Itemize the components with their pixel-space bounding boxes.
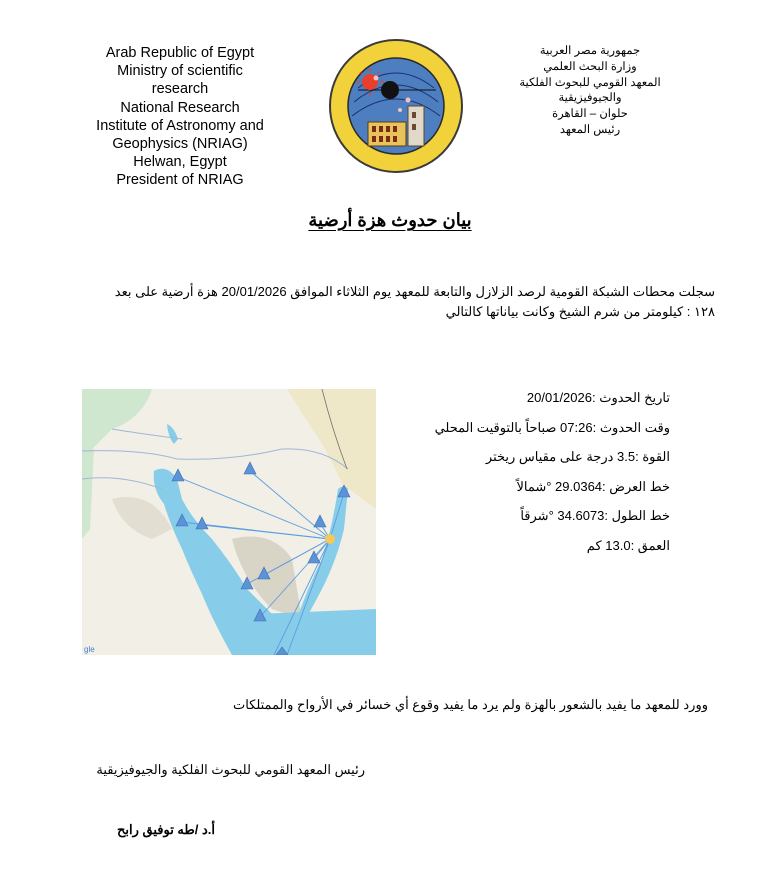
letterhead-line: Arab Republic of Egypt — [105, 45, 255, 61]
epicenter-marker — [325, 534, 335, 544]
letterhead-line: جمهورية مصر العربية — [539, 45, 641, 57]
map-attribution: gle — [84, 645, 95, 654]
letterhead-line: حلوان – القاهرة — [552, 108, 628, 121]
arabic-letterhead — [500, 44, 680, 139]
letterhead-line: رئيس المعهد — [559, 123, 621, 136]
damage-note: وورد للمعهد ما يفيد بالشعور بالهزة ولم يرد ما يفيد وقوع أي خسائر في الأرواح والممتلكات — [232, 697, 708, 712]
seismic-station-map — [82, 389, 376, 655]
letterhead-line: President of NRIAG — [116, 172, 244, 189]
intro-paragraph — [95, 282, 715, 322]
detail-date: تاريخ الحدوث :20/01/2026 — [526, 390, 670, 405]
letterhead-line: Helwan, Egypt — [133, 154, 227, 171]
nriag-logo — [328, 38, 464, 174]
detail-longitude: خط الطول :34.6073 °شرقاً — [520, 508, 670, 523]
letterhead-line: Geophysics (NRIAG) — [112, 136, 248, 153]
signatory-name: أ.د /طه توفيق رابح — [117, 822, 215, 837]
intro-line: سجلت محطات الشبكة القومية لرصد الزلازل والتابعة للمعهد يوم الثلاثاء الموافق 20/01/2026 هزة أرضية على بعد — [114, 284, 715, 299]
letterhead-line: المعهد القومي للبحوث الفلكية — [519, 76, 661, 89]
letterhead-line: وزارة البحث العلمي — [543, 60, 637, 73]
intro-line: ١٢٨ : كيلومتر من شرم الشيخ وكانت بياناتها كالتالي — [445, 304, 715, 319]
letterhead-line: والجيوفيزيقية — [558, 92, 622, 105]
document-title: بيان حدوث هزة أرضية — [308, 210, 472, 230]
detail-time: وقت الحدوث :07:26 صباحاً بالتوقيت المحلي — [434, 419, 670, 435]
detail-latitude: خط العرض :29.0364 °شمالاً — [516, 478, 670, 494]
letterhead-line: Ministry of scientific — [117, 63, 243, 80]
signatory-title: رئيس المعهد القومي للبحوث الفلكية والجيوفيزيقية — [96, 762, 365, 777]
english-letterhead — [80, 44, 280, 190]
letterhead-line: Institute of Astronomy and — [96, 117, 264, 134]
letterhead-line: National Research — [120, 99, 240, 116]
detail-depth: العمق :13.0 كم — [586, 537, 670, 553]
earthquake-details — [420, 390, 670, 567]
detail-magnitude: القوة :3.5 درجة على مقياس ريختر — [485, 449, 670, 464]
letterhead-line: research — [151, 81, 209, 98]
